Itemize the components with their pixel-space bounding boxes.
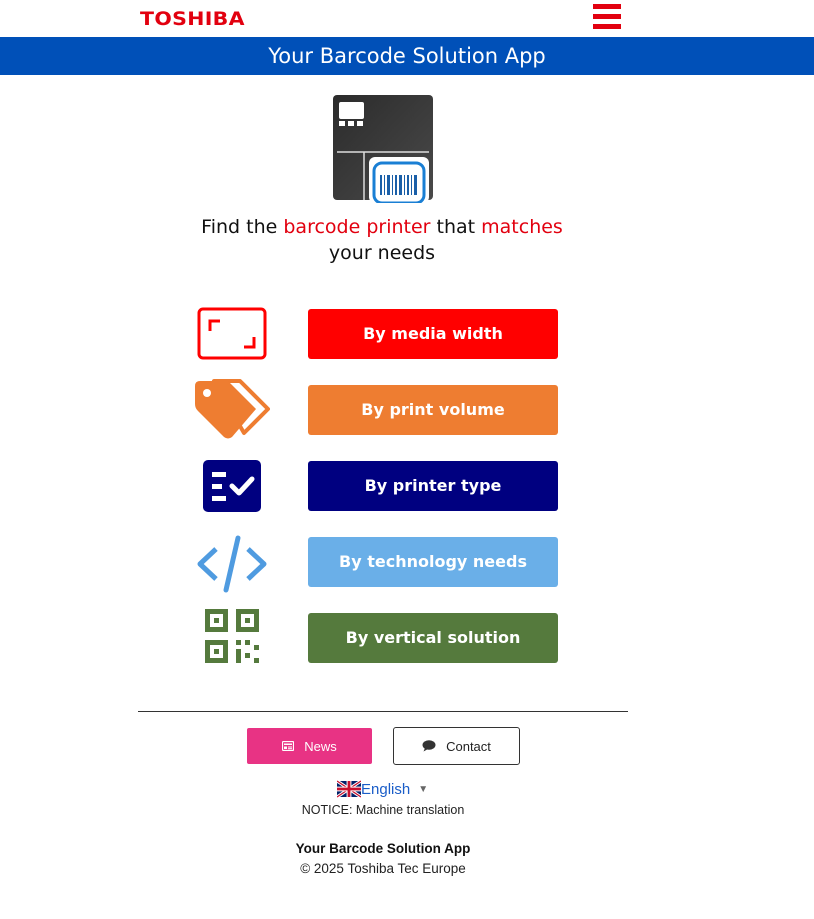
by-media-width-button[interactable]: By media width [308,309,558,359]
top-bar [0,0,814,37]
hamburger-menu-icon[interactable] [593,4,621,29]
media-width-icon [194,303,270,365]
chevron-down-icon: ▼ [418,783,429,795]
barcode-printer-icon [333,95,433,203]
by-print-volume-button[interactable]: By print volume [308,385,558,435]
chat-bubble-icon [422,740,436,752]
qr-code-icon [194,605,270,667]
by-printer-type-button[interactable]: By printer type [308,461,558,511]
footer-copyright: © 2025 Toshiba Tec Europe [300,861,466,876]
by-technology-needs-button[interactable]: By technology needs [308,537,558,587]
contact-label: Contact [446,738,491,754]
by-vertical-solution-button[interactable]: By vertical solution [308,613,558,663]
footer-app-name: Your Barcode Solution App [295,841,471,856]
language-label: English [361,780,411,798]
newspaper-icon [282,741,294,751]
news-button[interactable] [247,728,372,764]
news-label: News [304,738,337,754]
translation-notice: NOTICE: Machine translation [301,803,465,817]
tagline: Find the barcode printer that matches your needs [201,216,563,264]
contact-button[interactable] [393,727,520,765]
toshiba-logo[interactable]: TOSHIBA [140,8,245,30]
price-tags-icon [194,379,270,441]
footer-divider [138,711,628,712]
app-title-bar: Your Barcode Solution App [0,37,814,75]
code-icon [194,533,270,595]
language-selector[interactable] [337,779,428,799]
checklist-icon [194,455,270,517]
uk-flag-icon [337,780,361,798]
